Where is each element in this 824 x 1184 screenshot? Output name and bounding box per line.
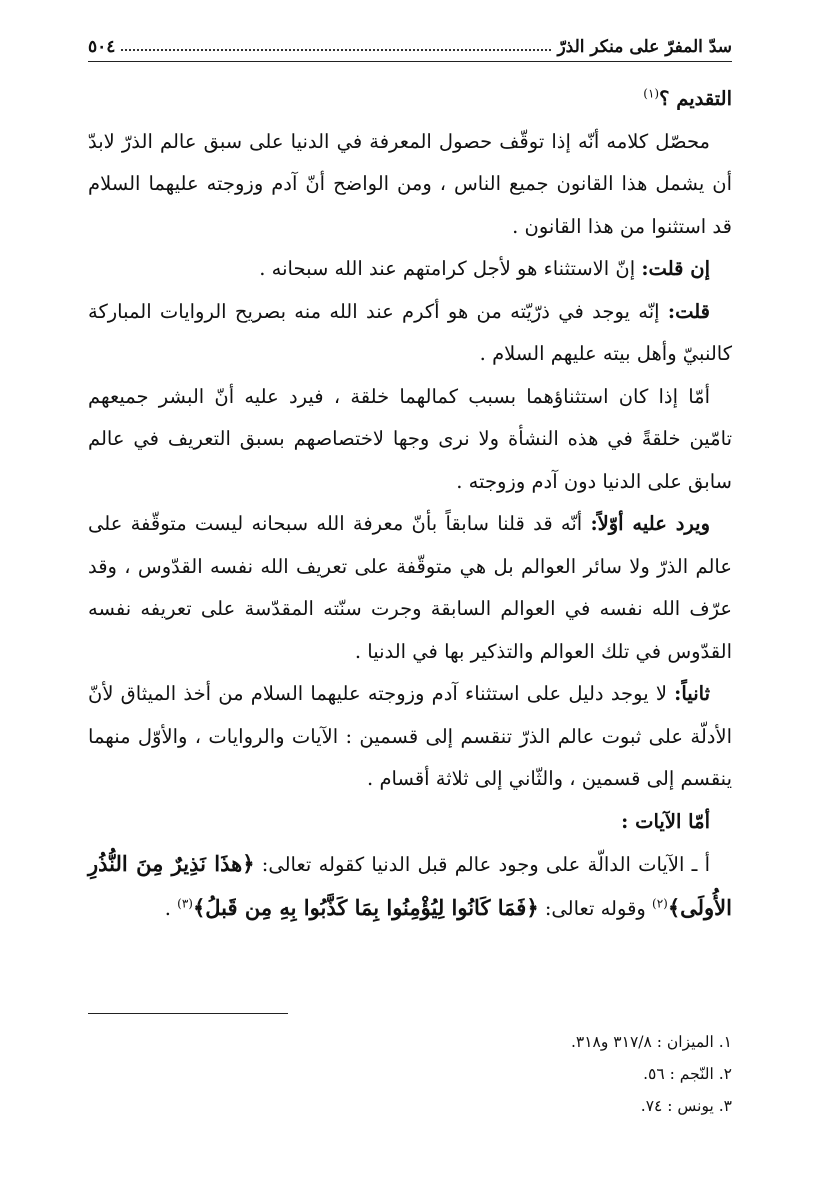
footnote-1: ١. الميزان : ٣١٧/٨ و٣١٨. [570, 1033, 732, 1051]
paragraph-5-text: أنّه قد قلنا سابقاً بأنّ معرفة الله سبحانه ليست متوقّفة على عالم الذرّ ولا سائر العوالم بل هي متوقّفة على تعريف الله نفسه القدّوس ، وقد عرّف الله نفسه في العوالم السابقة وجرت سنّته المقدّسة على تعريفه نفسه القدّوس في تلك العوالم والتذكير بها في الدنيا . [88, 512, 732, 663]
footnote-2: ٢. النّجم : ٥٦. [643, 1065, 732, 1083]
footnotes [571, 1026, 732, 1122]
header-title: سدّ المفرّ على منكر الذرّ [557, 37, 732, 57]
quran-quote-2: ﴿فَمَا كَانُوا لِيُؤْمِنُوا بِمَا كَذَّبُوا بِهِ مِن قَبلُ﴾ [192, 894, 539, 920]
paragraph-7-mid: وقوله تعالى: [538, 896, 652, 920]
paragraph-2 [88, 248, 732, 291]
quran-quote-1: ﴿هذَا نَذِيرٌ مِنَ النُّذُرِ الأُولَى﴾ [88, 851, 732, 920]
running-header [88, 28, 732, 62]
page-number: ٥٠٤ [88, 37, 116, 57]
continuation-line [88, 78, 732, 121]
footnote-ref-2: (٢) [652, 896, 668, 910]
body-text [88, 78, 732, 930]
footnote-3: ٣. يونس : ٧٤. [640, 1097, 732, 1115]
section-heading [88, 801, 732, 844]
footnote-separator [88, 1013, 288, 1014]
paragraph-6-label: ثانياً: [674, 682, 710, 705]
paragraph-2-label: إن قلت: [641, 257, 710, 280]
continuation-text: التقديم ؟ [659, 87, 732, 110]
paragraph-4: أمّا إذا كان استثناؤهما بسبب كمالهما خلقة ، فيرد عليه أنّ البشر جميعهم تامّين خلقةً في هذه النشأة ولا نرى وجها لاختصاصهم بسبق التعريف في عالم سابق على الدنيا دون آدم وزوجته . [88, 384, 732, 493]
paragraph-7 [88, 843, 732, 930]
paragraph-6 [88, 673, 732, 801]
section-heading-text: أمّا الآيات : [621, 809, 710, 833]
paragraph-2-text: إنّ الاستثناء هو لأجل كرامتهم عند الله سبحانه . [259, 257, 642, 280]
header-dot-leader [121, 49, 551, 51]
paragraph-6-text: لا يوجد دليل على استثناء آدم وزوجته عليهما السلام من أخذ الميثاق لأنّ الأدلّة على ثبوت عالم الذرّ تنقسم إلى قسمين : الآيات والروايات ، والأوّل منهما ينقسم إلى قسمين ، والثّاني إلى ثلاثة أقسام . [88, 682, 732, 790]
paragraph-7-end: . [164, 896, 178, 920]
paragraph-1: محصّل كلامه أنّه إذا توقّف حصول المعرفة في الدنيا على سبق عالم الذرّ لابدّ أن يشمل هذا القانون جميع الناس ، ومن الواضح أنّ آدم وزوجته عليهما السلام قد استثنوا من هذا القانون . [88, 129, 732, 238]
paragraph-3 [88, 291, 732, 376]
footnote-ref-3: (٣) [177, 896, 193, 910]
paragraph-5-label: ويرد عليه أوّلاً: [590, 512, 710, 535]
paragraph-5 [88, 503, 732, 673]
paragraph-3-text: إنّه يوجد في ذرّيّته من هو أكرم عند الله منه بصريح الروايات المباركة كالنبيّ وأهل بيته عليهم السلام . [88, 299, 732, 365]
footnote-ref-1: (١) [643, 86, 660, 101]
paragraph-3-label: قلت: [667, 299, 710, 323]
paragraph-7-start: أ ـ الآيات الدالّة على وجود عالم قبل الدنيا كقوله تعالى: [254, 853, 711, 876]
